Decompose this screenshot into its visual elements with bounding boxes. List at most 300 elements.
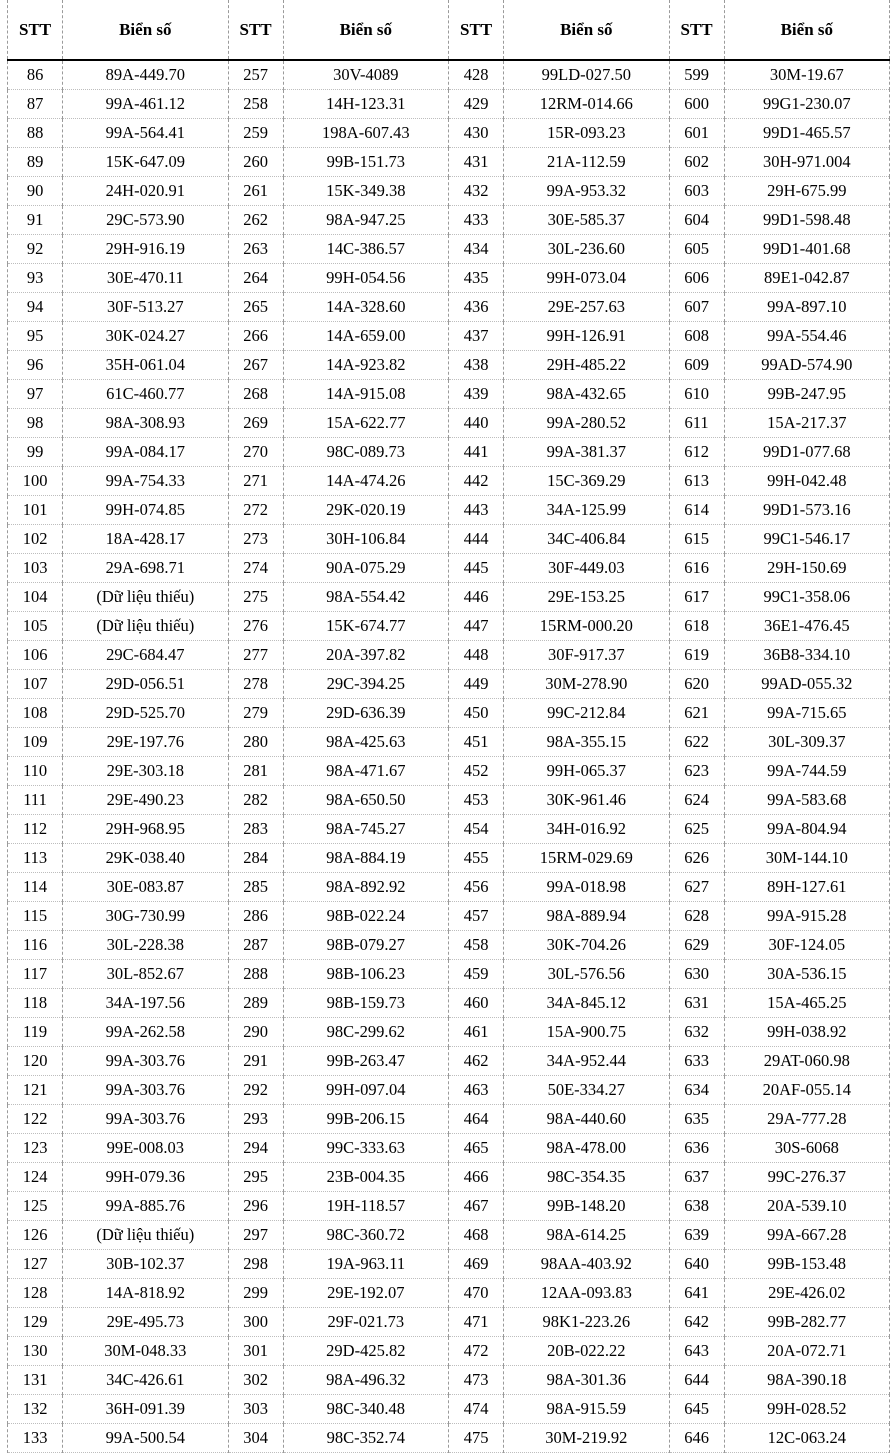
table-row bbox=[8, 90, 890, 119]
stt-cell: 280 bbox=[228, 728, 283, 757]
stt-cell: 125 bbox=[8, 1192, 63, 1221]
plate-cell: 34A-845.12 bbox=[504, 989, 669, 1018]
stt-cell: 467 bbox=[449, 1192, 504, 1221]
plate-cell: 99A-667.28 bbox=[724, 1221, 889, 1250]
stt-cell: 258 bbox=[228, 90, 283, 119]
stt-cell: 298 bbox=[228, 1250, 283, 1279]
table-row bbox=[8, 786, 890, 815]
stt-cell: 86 bbox=[8, 60, 63, 90]
plate-cell: 14A-915.08 bbox=[283, 380, 448, 409]
plate-cell: 15A-217.37 bbox=[724, 409, 889, 438]
stt-cell: 96 bbox=[8, 351, 63, 380]
plate-cell: 98C-354.35 bbox=[504, 1163, 669, 1192]
plate-cell: 20A-072.71 bbox=[724, 1337, 889, 1366]
plate-cell: 99C-333.63 bbox=[283, 1134, 448, 1163]
plate-cell: 29A-777.28 bbox=[724, 1105, 889, 1134]
plate-cell: 99A-084.17 bbox=[63, 438, 228, 467]
table-row bbox=[8, 873, 890, 902]
header-stt-4: STT bbox=[669, 0, 724, 60]
plate-cell: 30K-024.27 bbox=[63, 322, 228, 351]
table-row bbox=[8, 554, 890, 583]
stt-cell: 275 bbox=[228, 583, 283, 612]
plate-cell: 36B8-334.10 bbox=[724, 641, 889, 670]
plate-cell: 99B-263.47 bbox=[283, 1047, 448, 1076]
stt-cell: 101 bbox=[8, 496, 63, 525]
plate-cell: 98A-892.92 bbox=[283, 873, 448, 902]
table-row bbox=[8, 322, 890, 351]
stt-cell: 268 bbox=[228, 380, 283, 409]
stt-cell: 261 bbox=[228, 177, 283, 206]
stt-cell: 430 bbox=[449, 119, 504, 148]
stt-cell: 606 bbox=[669, 264, 724, 293]
plate-cell: 98A-355.15 bbox=[504, 728, 669, 757]
stt-cell: 455 bbox=[449, 844, 504, 873]
header-plate-3: Biển số bbox=[504, 0, 669, 60]
plate-cell: 99A-897.10 bbox=[724, 293, 889, 322]
stt-cell: 465 bbox=[449, 1134, 504, 1163]
stt-cell: 475 bbox=[449, 1424, 504, 1453]
stt-cell: 471 bbox=[449, 1308, 504, 1337]
stt-cell: 635 bbox=[669, 1105, 724, 1134]
table-row bbox=[8, 351, 890, 380]
stt-cell: 437 bbox=[449, 322, 504, 351]
plate-cell: 20AF-055.14 bbox=[724, 1076, 889, 1105]
plate-cell: 18A-428.17 bbox=[63, 525, 228, 554]
stt-cell: 267 bbox=[228, 351, 283, 380]
plate-cell: 98A-390.18 bbox=[724, 1366, 889, 1395]
plate-cell: 99D1-401.68 bbox=[724, 235, 889, 264]
plate-cell: 30E-083.87 bbox=[63, 873, 228, 902]
plate-cell: 30F-449.03 bbox=[504, 554, 669, 583]
plate-cell: 34A-197.56 bbox=[63, 989, 228, 1018]
plate-cell: 99A-303.76 bbox=[63, 1105, 228, 1134]
plate-cell: 29E-490.23 bbox=[63, 786, 228, 815]
stt-cell: 443 bbox=[449, 496, 504, 525]
stt-cell: 434 bbox=[449, 235, 504, 264]
plate-cell: 30L-852.67 bbox=[63, 960, 228, 989]
table-row bbox=[8, 815, 890, 844]
stt-cell: 274 bbox=[228, 554, 283, 583]
stt-cell: 126 bbox=[8, 1221, 63, 1250]
stt-cell: 286 bbox=[228, 902, 283, 931]
stt-cell: 89 bbox=[8, 148, 63, 177]
table-row bbox=[8, 1279, 890, 1308]
stt-cell: 605 bbox=[669, 235, 724, 264]
table-row bbox=[8, 409, 890, 438]
stt-cell: 632 bbox=[669, 1018, 724, 1047]
stt-cell: 639 bbox=[669, 1221, 724, 1250]
table-row bbox=[8, 525, 890, 554]
stt-cell: 620 bbox=[669, 670, 724, 699]
plate-cell: 98C-089.73 bbox=[283, 438, 448, 467]
plate-cell: 29E-192.07 bbox=[283, 1279, 448, 1308]
table-row bbox=[8, 1424, 890, 1453]
stt-cell: 289 bbox=[228, 989, 283, 1018]
stt-cell: 454 bbox=[449, 815, 504, 844]
stt-cell: 95 bbox=[8, 322, 63, 351]
stt-cell: 627 bbox=[669, 873, 724, 902]
stt-cell: 117 bbox=[8, 960, 63, 989]
plate-cell: 98A-425.63 bbox=[283, 728, 448, 757]
table-body bbox=[8, 60, 890, 1453]
plate-cell: 30L-576.56 bbox=[504, 960, 669, 989]
plate-cell: 29A-698.71 bbox=[63, 554, 228, 583]
table-row bbox=[8, 757, 890, 786]
plate-cell: 98A-308.93 bbox=[63, 409, 228, 438]
plate-cell: 98C-360.72 bbox=[283, 1221, 448, 1250]
table-row bbox=[8, 902, 890, 931]
stt-cell: 296 bbox=[228, 1192, 283, 1221]
plate-cell: 14A-818.92 bbox=[63, 1279, 228, 1308]
stt-cell: 99 bbox=[8, 438, 63, 467]
stt-cell: 294 bbox=[228, 1134, 283, 1163]
table-row bbox=[8, 931, 890, 960]
plate-cell: 98A-554.42 bbox=[283, 583, 448, 612]
stt-cell: 300 bbox=[228, 1308, 283, 1337]
plate-cell: 99A-915.28 bbox=[724, 902, 889, 931]
stt-cell: 262 bbox=[228, 206, 283, 235]
stt-cell: 449 bbox=[449, 670, 504, 699]
plate-cell: 29AT-060.98 bbox=[724, 1047, 889, 1076]
table-row bbox=[8, 380, 890, 409]
plate-cell: 29E-257.63 bbox=[504, 293, 669, 322]
plate-cell: 15K-674.77 bbox=[283, 612, 448, 641]
stt-cell: 445 bbox=[449, 554, 504, 583]
plate-cell: 98A-496.32 bbox=[283, 1366, 448, 1395]
plate-cell: 99A-715.65 bbox=[724, 699, 889, 728]
plate-cell: 99A-804.94 bbox=[724, 815, 889, 844]
header-stt-3: STT bbox=[449, 0, 504, 60]
plate-cell: 90A-075.29 bbox=[283, 554, 448, 583]
stt-cell: 131 bbox=[8, 1366, 63, 1395]
plate-cell: 99B-151.73 bbox=[283, 148, 448, 177]
stt-cell: 115 bbox=[8, 902, 63, 931]
stt-cell: 438 bbox=[449, 351, 504, 380]
plate-cell: 15C-369.29 bbox=[504, 467, 669, 496]
plate-cell: 15A-900.75 bbox=[504, 1018, 669, 1047]
stt-cell: 119 bbox=[8, 1018, 63, 1047]
plate-cell: 89E1-042.87 bbox=[724, 264, 889, 293]
plate-cell: 98A-440.60 bbox=[504, 1105, 669, 1134]
plate-cell: 30M-048.33 bbox=[63, 1337, 228, 1366]
table-row bbox=[8, 1047, 890, 1076]
stt-cell: 299 bbox=[228, 1279, 283, 1308]
plate-cell: 198A-607.43 bbox=[283, 119, 448, 148]
stt-cell: 127 bbox=[8, 1250, 63, 1279]
stt-cell: 109 bbox=[8, 728, 63, 757]
stt-cell: 277 bbox=[228, 641, 283, 670]
plate-cell: 99E-008.03 bbox=[63, 1134, 228, 1163]
stt-cell: 603 bbox=[669, 177, 724, 206]
stt-cell: 288 bbox=[228, 960, 283, 989]
plate-cell: 29D-525.70 bbox=[63, 699, 228, 728]
stt-cell: 604 bbox=[669, 206, 724, 235]
table-row bbox=[8, 119, 890, 148]
stt-cell: 622 bbox=[669, 728, 724, 757]
stt-cell: 105 bbox=[8, 612, 63, 641]
plate-cell: 30G-730.99 bbox=[63, 902, 228, 931]
plate-cell: 20A-539.10 bbox=[724, 1192, 889, 1221]
plate-cell: 29H-916.19 bbox=[63, 235, 228, 264]
stt-cell: 120 bbox=[8, 1047, 63, 1076]
stt-cell: 451 bbox=[449, 728, 504, 757]
stt-cell: 474 bbox=[449, 1395, 504, 1424]
table-row bbox=[8, 496, 890, 525]
plate-cell: 99A-754.33 bbox=[63, 467, 228, 496]
plate-cell: 29D-636.39 bbox=[283, 699, 448, 728]
stt-cell: 645 bbox=[669, 1395, 724, 1424]
plate-cell: 30K-961.46 bbox=[504, 786, 669, 815]
stt-cell: 283 bbox=[228, 815, 283, 844]
stt-cell: 638 bbox=[669, 1192, 724, 1221]
plate-cell: 14A-659.00 bbox=[283, 322, 448, 351]
plate-cell: 98A-947.25 bbox=[283, 206, 448, 235]
stt-cell: 285 bbox=[228, 873, 283, 902]
stt-cell: 94 bbox=[8, 293, 63, 322]
stt-cell: 634 bbox=[669, 1076, 724, 1105]
plate-cell: (Dữ liệu thiếu) bbox=[63, 612, 228, 641]
plate-cell: (Dữ liệu thiếu) bbox=[63, 583, 228, 612]
plate-cell: 99A-744.59 bbox=[724, 757, 889, 786]
plate-cell: 30M-144.10 bbox=[724, 844, 889, 873]
table-row bbox=[8, 1221, 890, 1250]
table-row bbox=[8, 1163, 890, 1192]
plate-cell: 89H-127.61 bbox=[724, 873, 889, 902]
plate-cell: 98A-884.19 bbox=[283, 844, 448, 873]
stt-cell: 272 bbox=[228, 496, 283, 525]
plate-cell: 29E-303.18 bbox=[63, 757, 228, 786]
stt-cell: 278 bbox=[228, 670, 283, 699]
plate-cell: 61C-460.77 bbox=[63, 380, 228, 409]
plate-cell: 29H-150.69 bbox=[724, 554, 889, 583]
plate-cell: 99A-262.58 bbox=[63, 1018, 228, 1047]
plate-cell: 98C-340.48 bbox=[283, 1395, 448, 1424]
plate-cell: 99D1-573.16 bbox=[724, 496, 889, 525]
stt-cell: 110 bbox=[8, 757, 63, 786]
stt-cell: 450 bbox=[449, 699, 504, 728]
plate-cell: 24H-020.91 bbox=[63, 177, 228, 206]
plate-cell: 36H-091.39 bbox=[63, 1395, 228, 1424]
plate-cell: 19H-118.57 bbox=[283, 1192, 448, 1221]
stt-cell: 599 bbox=[669, 60, 724, 90]
plate-cell: 29D-425.82 bbox=[283, 1337, 448, 1366]
plate-cell: 20B-022.22 bbox=[504, 1337, 669, 1366]
stt-cell: 436 bbox=[449, 293, 504, 322]
stt-cell: 631 bbox=[669, 989, 724, 1018]
stt-cell: 297 bbox=[228, 1221, 283, 1250]
header-plate-2: Biển số bbox=[283, 0, 448, 60]
plate-cell: 99H-038.92 bbox=[724, 1018, 889, 1047]
plate-cell: 15R-093.23 bbox=[504, 119, 669, 148]
plate-cell: 30L-228.38 bbox=[63, 931, 228, 960]
stt-cell: 602 bbox=[669, 148, 724, 177]
plate-cell: 15K-647.09 bbox=[63, 148, 228, 177]
stt-cell: 129 bbox=[8, 1308, 63, 1337]
plate-cell: 30M-219.92 bbox=[504, 1424, 669, 1453]
stt-cell: 433 bbox=[449, 206, 504, 235]
stt-cell: 628 bbox=[669, 902, 724, 931]
plate-cell: 29H-968.95 bbox=[63, 815, 228, 844]
stt-cell: 629 bbox=[669, 931, 724, 960]
stt-cell: 435 bbox=[449, 264, 504, 293]
stt-cell: 446 bbox=[449, 583, 504, 612]
plate-cell: 99A-381.37 bbox=[504, 438, 669, 467]
stt-cell: 468 bbox=[449, 1221, 504, 1250]
stt-cell: 624 bbox=[669, 786, 724, 815]
plate-cell: 98A-478.00 bbox=[504, 1134, 669, 1163]
table-row bbox=[8, 670, 890, 699]
plate-cell: 34C-406.84 bbox=[504, 525, 669, 554]
stt-cell: 276 bbox=[228, 612, 283, 641]
plate-cell: 29H-485.22 bbox=[504, 351, 669, 380]
table-row bbox=[8, 206, 890, 235]
stt-cell: 301 bbox=[228, 1337, 283, 1366]
plate-cell: 29C-394.25 bbox=[283, 670, 448, 699]
plate-cell: 29F-021.73 bbox=[283, 1308, 448, 1337]
stt-cell: 607 bbox=[669, 293, 724, 322]
table-row bbox=[8, 60, 890, 90]
plate-cell: 98K1-223.26 bbox=[504, 1308, 669, 1337]
stt-cell: 90 bbox=[8, 177, 63, 206]
plate-cell: 99G1-230.07 bbox=[724, 90, 889, 119]
plate-cell: 98B-079.27 bbox=[283, 931, 448, 960]
table-row bbox=[8, 438, 890, 467]
plate-cell: 15A-465.25 bbox=[724, 989, 889, 1018]
plate-cell: 98A-915.59 bbox=[504, 1395, 669, 1424]
plate-cell: 30L-236.60 bbox=[504, 235, 669, 264]
header-plate-1: Biển số bbox=[63, 0, 228, 60]
stt-cell: 448 bbox=[449, 641, 504, 670]
stt-cell: 626 bbox=[669, 844, 724, 873]
plate-cell: 99C1-546.17 bbox=[724, 525, 889, 554]
plate-cell: 99C1-358.06 bbox=[724, 583, 889, 612]
stt-cell: 106 bbox=[8, 641, 63, 670]
stt-cell: 636 bbox=[669, 1134, 724, 1163]
table-row bbox=[8, 1366, 890, 1395]
plate-cell: 30V-4089 bbox=[283, 60, 448, 90]
stt-cell: 470 bbox=[449, 1279, 504, 1308]
stt-cell: 608 bbox=[669, 322, 724, 351]
stt-cell: 463 bbox=[449, 1076, 504, 1105]
plate-cell: 34A-952.44 bbox=[504, 1047, 669, 1076]
plate-cell: 99A-885.76 bbox=[63, 1192, 228, 1221]
plate-cell: 29D-056.51 bbox=[63, 670, 228, 699]
plate-cell: 29K-038.40 bbox=[63, 844, 228, 873]
stt-cell: 98 bbox=[8, 409, 63, 438]
plate-cell: 12RM-014.66 bbox=[504, 90, 669, 119]
license-plate-table bbox=[7, 0, 890, 1453]
table-row bbox=[8, 960, 890, 989]
stt-cell: 128 bbox=[8, 1279, 63, 1308]
stt-cell: 432 bbox=[449, 177, 504, 206]
plate-cell: 99H-074.85 bbox=[63, 496, 228, 525]
table-row bbox=[8, 148, 890, 177]
stt-cell: 452 bbox=[449, 757, 504, 786]
plate-cell: 99H-073.04 bbox=[504, 264, 669, 293]
stt-cell: 617 bbox=[669, 583, 724, 612]
plate-cell: 99B-206.15 bbox=[283, 1105, 448, 1134]
plate-cell: 35H-061.04 bbox=[63, 351, 228, 380]
plate-cell: 30B-102.37 bbox=[63, 1250, 228, 1279]
stt-cell: 469 bbox=[449, 1250, 504, 1279]
plate-cell: 98C-299.62 bbox=[283, 1018, 448, 1047]
table-row bbox=[8, 699, 890, 728]
plate-cell: 12C-063.24 bbox=[724, 1424, 889, 1453]
plate-cell: 99D1-077.68 bbox=[724, 438, 889, 467]
plate-cell: 29E-426.02 bbox=[724, 1279, 889, 1308]
stt-cell: 102 bbox=[8, 525, 63, 554]
stt-cell: 108 bbox=[8, 699, 63, 728]
plate-cell: 36E1-476.45 bbox=[724, 612, 889, 641]
stt-cell: 442 bbox=[449, 467, 504, 496]
plate-cell: 20A-397.82 bbox=[283, 641, 448, 670]
stt-cell: 447 bbox=[449, 612, 504, 641]
stt-cell: 644 bbox=[669, 1366, 724, 1395]
plate-cell: 99D1-598.48 bbox=[724, 206, 889, 235]
stt-cell: 92 bbox=[8, 235, 63, 264]
stt-cell: 456 bbox=[449, 873, 504, 902]
plate-cell: 99C-276.37 bbox=[724, 1163, 889, 1192]
plate-cell: 99H-126.91 bbox=[504, 322, 669, 351]
stt-cell: 87 bbox=[8, 90, 63, 119]
stt-cell: 100 bbox=[8, 467, 63, 496]
stt-cell: 118 bbox=[8, 989, 63, 1018]
plate-cell: 99A-280.52 bbox=[504, 409, 669, 438]
stt-cell: 97 bbox=[8, 380, 63, 409]
plate-cell: 98A-432.65 bbox=[504, 380, 669, 409]
plate-cell: 12AA-093.83 bbox=[504, 1279, 669, 1308]
plate-cell: 99LD-027.50 bbox=[504, 60, 669, 90]
plate-cell: 30K-704.26 bbox=[504, 931, 669, 960]
stt-cell: 114 bbox=[8, 873, 63, 902]
stt-cell: 640 bbox=[669, 1250, 724, 1279]
table-row bbox=[8, 235, 890, 264]
stt-cell: 304 bbox=[228, 1424, 283, 1453]
stt-cell: 462 bbox=[449, 1047, 504, 1076]
stt-cell: 461 bbox=[449, 1018, 504, 1047]
plate-cell: 99A-583.68 bbox=[724, 786, 889, 815]
stt-cell: 459 bbox=[449, 960, 504, 989]
table-row bbox=[8, 612, 890, 641]
table-row bbox=[8, 1076, 890, 1105]
stt-cell: 88 bbox=[8, 119, 63, 148]
table-row bbox=[8, 641, 890, 670]
plate-cell: 99A-564.41 bbox=[63, 119, 228, 148]
plate-cell: 30E-470.11 bbox=[63, 264, 228, 293]
stt-cell: 609 bbox=[669, 351, 724, 380]
stt-cell: 113 bbox=[8, 844, 63, 873]
stt-cell: 441 bbox=[449, 438, 504, 467]
stt-cell: 260 bbox=[228, 148, 283, 177]
plate-cell: 99B-148.20 bbox=[504, 1192, 669, 1221]
plate-cell: 98A-614.25 bbox=[504, 1221, 669, 1250]
stt-cell: 637 bbox=[669, 1163, 724, 1192]
plate-cell: 14A-328.60 bbox=[283, 293, 448, 322]
table-row bbox=[8, 1018, 890, 1047]
plate-cell: 99H-042.48 bbox=[724, 467, 889, 496]
plate-cell: 30H-971.004 bbox=[724, 148, 889, 177]
plate-cell: 30E-585.37 bbox=[504, 206, 669, 235]
stt-cell: 293 bbox=[228, 1105, 283, 1134]
plate-cell: 99C-212.84 bbox=[504, 699, 669, 728]
stt-cell: 616 bbox=[669, 554, 724, 583]
plate-cell: 99AD-574.90 bbox=[724, 351, 889, 380]
stt-cell: 121 bbox=[8, 1076, 63, 1105]
plate-cell: 29H-675.99 bbox=[724, 177, 889, 206]
plate-cell: 15RM-029.69 bbox=[504, 844, 669, 873]
stt-cell: 464 bbox=[449, 1105, 504, 1134]
plate-cell: 99A-461.12 bbox=[63, 90, 228, 119]
